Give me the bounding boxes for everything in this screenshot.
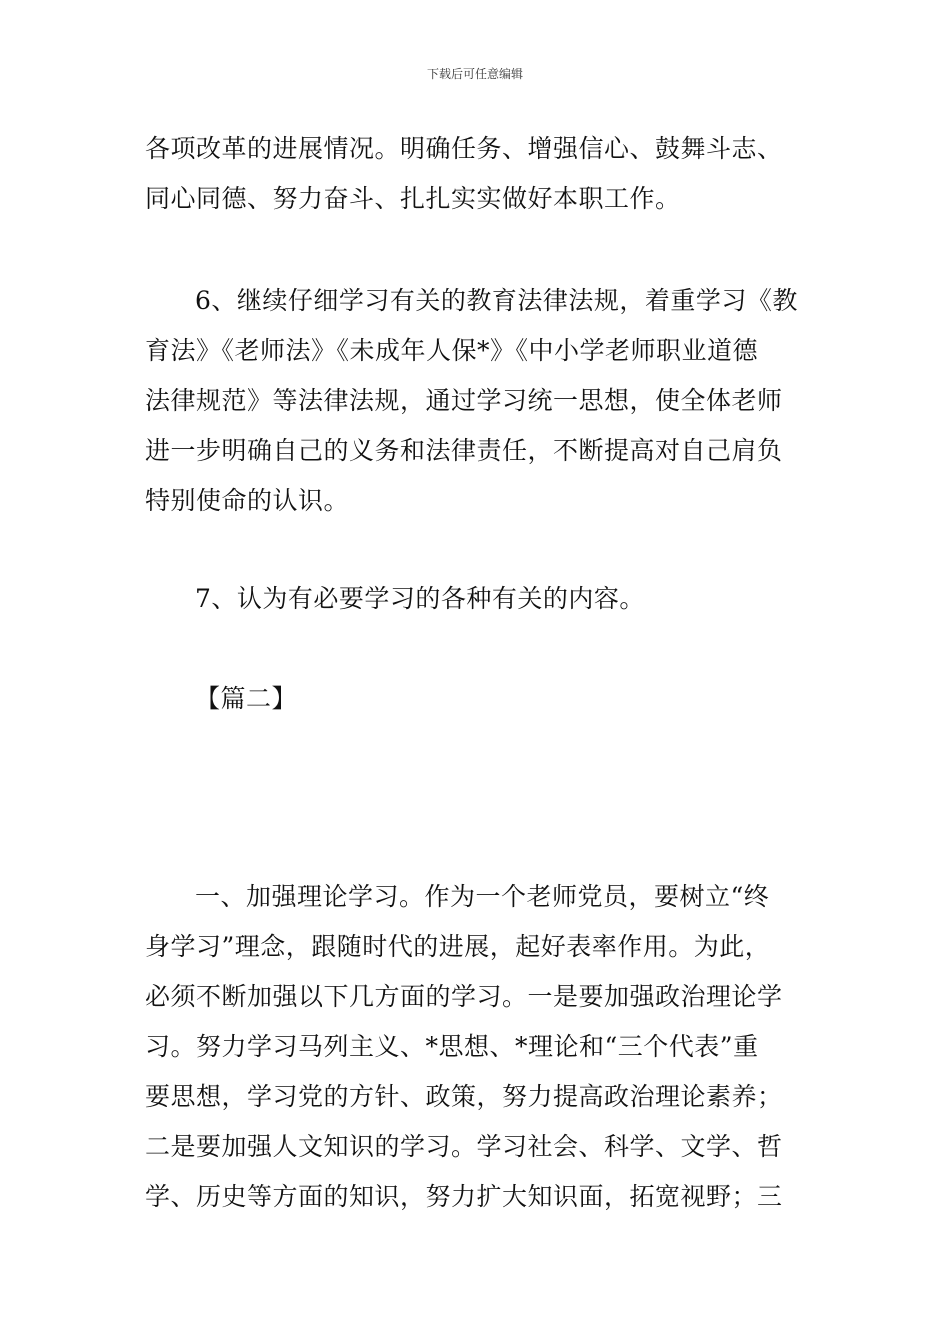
page-header: 下载后可任意编辑 — [426, 67, 523, 81]
section-heading-text: 【篇二】 — [195, 684, 298, 713]
text-line: 身学习”理念，跟随时代的进展，起好表率作用。为此， — [145, 932, 771, 961]
text-line: 6、继续仔细学习有关的教育法律法规，着重学习《教 — [195, 286, 798, 315]
paragraph-1 — [145, 124, 810, 224]
text-line: 各项改革的进展情况。明确任务、增强信心、鼓舞斗志、 — [145, 134, 783, 163]
text-line: 学、历史等方面的知识，努力扩大知识面，拓宽视野；三 — [145, 1182, 783, 1211]
text-line: 7、认为有必要学习的各种有关的内容。 — [195, 584, 645, 613]
text-line: 习。努力学习马列主义、*思想、*理论和“三个代表”重 — [145, 1032, 759, 1061]
paragraph-4 — [145, 872, 810, 1222]
text-line: 要思想，学习党的方针、政策，努力提高政治理论素养； — [145, 1082, 783, 1111]
text-line: 特别使命的认识。 — [145, 486, 350, 515]
text-line: 二是要加强人文知识的学习。学习社会、科学、文学、哲 — [145, 1132, 783, 1161]
text-line: 法律规范》等法律法规，通过学习统一思想，使全体老师 — [145, 386, 783, 415]
section-heading — [145, 674, 810, 724]
text-line: 必须不断加强以下几方面的学习。一是要加强政治理论学 — [145, 982, 783, 1011]
text-line: 进一步明确自己的义务和法律责任，不断提高对自己肩负 — [145, 436, 783, 465]
text-line: 一、加强理论学习。作为一个老师党员，要树立“终 — [195, 882, 770, 911]
text-line: 育法》《老师法》《未成年人保*》《中小学老师职业道德 — [145, 336, 759, 365]
paragraph-3 — [145, 574, 810, 624]
text-line: 同心同德、努力奋斗、扎扎实实做好本职工作。 — [145, 184, 681, 213]
paragraph-2 — [145, 276, 810, 526]
